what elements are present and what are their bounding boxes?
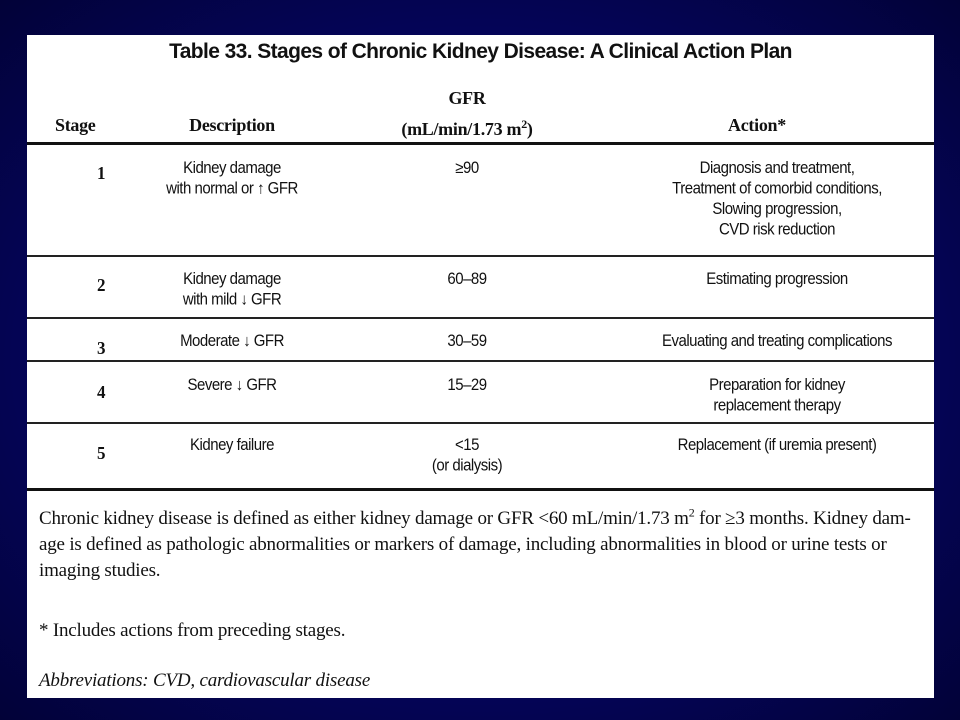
row-3-action: Evaluating and treating complications	[662, 332, 892, 351]
row-3-gfr: 30–59	[447, 332, 487, 351]
row-divider	[27, 360, 934, 362]
row-1-action-line: CVD risk reduction	[718, 220, 836, 239]
row-1-action-line: Slowing progression,	[712, 200, 842, 219]
row-1-stage: 1	[97, 163, 105, 184]
row-1-action	[627, 158, 927, 240]
row-2-description-line: with mild ↓ GFR	[182, 290, 282, 309]
header-description: Description	[189, 115, 275, 135]
definition-line-3: imaging studies.	[39, 560, 161, 581]
row-3-description: Moderate ↓ GFR	[180, 332, 284, 351]
row-2-gfr: 60–89	[447, 270, 487, 289]
definition-footnote	[39, 506, 911, 584]
definition-text-continued: for ≥3 months. Kidney dam-	[694, 508, 911, 529]
definition-line-2: age is defined as pathologic abnormalities or markers of damage, including abnormalities in blood or urine tests or	[39, 534, 887, 555]
header-gfr-unit: (mL/min/1.73 m	[401, 119, 522, 139]
row-4-gfr: 15–29	[447, 376, 487, 395]
header-gfr-superscript: 2	[521, 117, 527, 131]
header-gfr-line2	[377, 114, 557, 145]
row-5-gfr	[387, 435, 547, 476]
row-4-action-line: Preparation for kidney	[709, 376, 845, 395]
header-action: Action*	[728, 115, 786, 135]
definition-text: Chronic kidney disease is defined as either kidney damage or GFR <60 mL/min/1.73 m	[39, 508, 689, 529]
row-1-description-line: with normal or ↑ GFR	[166, 179, 298, 198]
row-5-gfr-line: <15	[455, 436, 479, 455]
row-divider	[27, 317, 934, 319]
abbreviations-footnote: Abbreviations: CVD, cardiovascular disease	[39, 670, 371, 691]
row-3-stage: 3	[97, 338, 105, 359]
table-bottom-rule	[27, 488, 934, 491]
row-1-description	[147, 158, 317, 199]
row-1-action-line: Treatment of comorbid conditions,	[672, 179, 882, 198]
table-title: Table 33. Stages of Chronic Kidney Disease: A Clinical Action Plan	[169, 40, 792, 63]
row-5-description: Kidney failure	[190, 436, 274, 455]
row-5-gfr-line: (or dialysis)	[431, 456, 503, 475]
row-2-action: Estimating progression	[706, 270, 848, 289]
row-5-stage: 5	[97, 443, 105, 464]
header-gfr-close: )	[526, 119, 533, 139]
row-4-action	[627, 375, 927, 416]
header-gfr-line1: GFR	[448, 88, 486, 108]
definition-superscript: 2	[688, 505, 695, 520]
row-2-description	[147, 269, 317, 310]
asterisk-footnote: * Includes actions from preceding stages.	[39, 620, 346, 641]
row-4-description: Severe ↓ GFR	[187, 376, 277, 395]
header-gfr	[377, 83, 557, 145]
slide-panel	[27, 35, 934, 698]
row-1-gfr: ≥90	[455, 159, 479, 178]
row-divider	[27, 422, 934, 424]
row-4-action-line: replacement therapy	[713, 396, 841, 415]
definition-line-1	[39, 506, 911, 532]
row-4-stage: 4	[97, 382, 105, 403]
row-2-description-line: Kidney damage	[183, 270, 281, 289]
header-stage: Stage	[55, 115, 96, 135]
header-rule	[27, 142, 934, 145]
row-divider	[27, 255, 934, 257]
row-1-action-line: Diagnosis and treatment,	[699, 159, 855, 178]
row-1-description-line: Kidney damage	[183, 159, 281, 178]
row-2-stage: 2	[97, 275, 105, 296]
row-5-action: Replacement (if uremia present)	[677, 436, 877, 455]
